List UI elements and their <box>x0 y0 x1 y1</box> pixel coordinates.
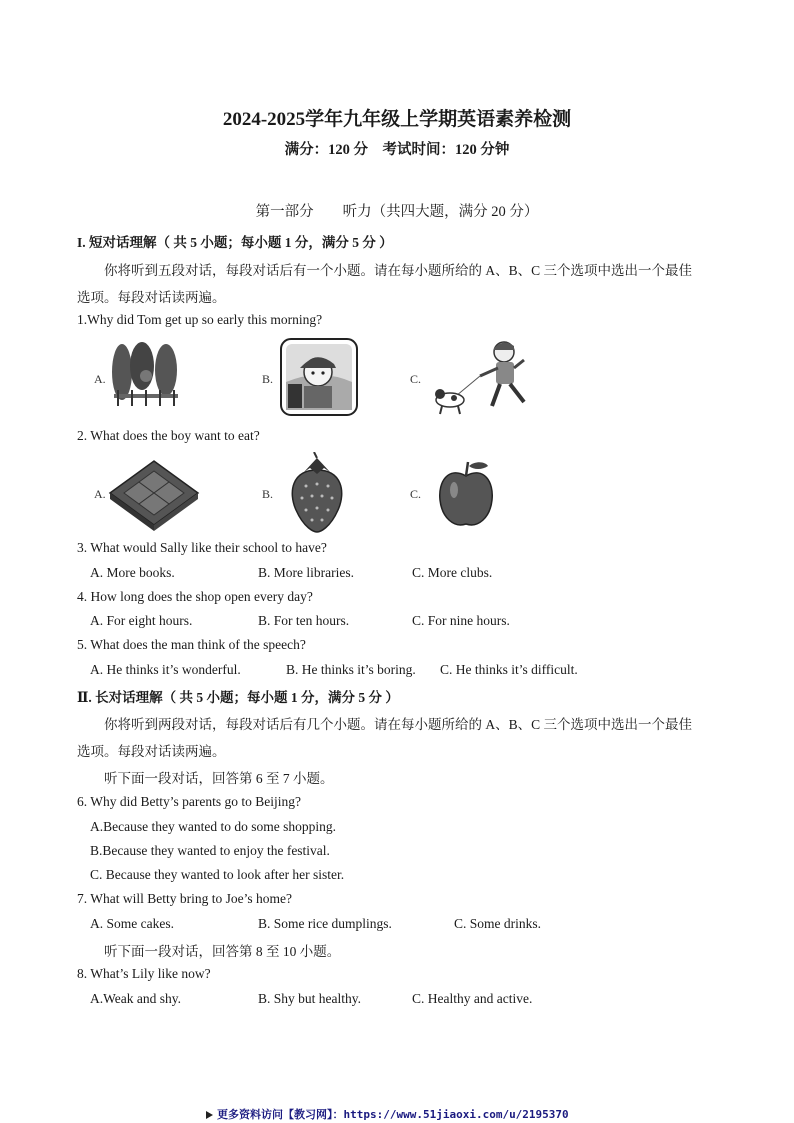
q2-label-c: C. <box>410 487 422 501</box>
boy-walking-dog-image <box>428 336 546 420</box>
apple-image <box>436 458 496 530</box>
page-title: 2024-2025学年九年级上学期英语素养检测 <box>222 109 572 130</box>
question-3: 3. What would Sally like their school to have? <box>77 540 327 555</box>
page-subtitle: 满分：120 分 考试时间：120 分钟 <box>284 142 510 158</box>
question-7: 7. What will Betty bring to Joe’s home? <box>77 891 292 906</box>
q7-option-b: B. Some rice dumplings. <box>258 916 392 931</box>
section1-instruction-line1: 你将听到五段对话，每段对话后有一个小题。请在每小题所给的 A、B、C 三个选项中选出一个最佳 <box>104 263 693 278</box>
section2-instruction-line2: 选项。每段对话读两遍。 <box>77 744 226 759</box>
q3-option-b: B. More libraries. <box>258 565 354 580</box>
q8-option-c: C. Healthy and active. <box>412 991 533 1006</box>
q1-label-a: A. <box>94 372 106 386</box>
q4-option-c: C. For nine hours. <box>412 613 510 628</box>
trees-park-image <box>106 340 186 412</box>
q5-option-a: A. He thinks it’s wonderful. <box>90 662 241 677</box>
section2-heading: Ⅱ. 长对话理解（ 共 5 小题；每小题 1 分，满分 5 分 ） <box>77 690 399 705</box>
q6-option-c: C. Because they wanted to look after her sister. <box>90 867 345 882</box>
q2-label-b: B. <box>262 487 274 501</box>
footer-link[interactable] <box>206 1106 569 1122</box>
question-8: 8. What’s Lily like now? <box>77 966 211 981</box>
question-2: 2. What does the boy want to eat? <box>77 428 260 443</box>
q8-option-b: B. Shy but healthy. <box>258 991 361 1006</box>
section2-instruction-line1: 你将听到两段对话，每段对话后有几个小题。请在每小题所给的 A、B、C 三个选项中选出一个最佳 <box>104 717 693 732</box>
question-6: 6. Why did Betty’s parents go to Beijing? <box>77 794 301 809</box>
section1-heading: I. 短对话理解（ 共 5 小题；每小题 1 分，满分 5 分 ） <box>77 235 393 250</box>
q6-option-a: A.Because they wanted to do some shopping. <box>90 819 336 834</box>
q1-label-c: C. <box>410 372 422 386</box>
q7-option-a: A. Some cakes. <box>90 916 174 931</box>
q5-option-c: C. He thinks it’s difficult. <box>440 662 578 677</box>
boy-at-window-image <box>280 338 358 416</box>
q8-option-a: A.Weak and shy. <box>90 991 182 1006</box>
question-4: 4. How long does the shop open every day? <box>77 589 313 604</box>
q1-label-b: B. <box>262 372 274 386</box>
q6-option-b: B.Because they wanted to enjoy the festival. <box>90 843 330 858</box>
question-1: 1.Why did Tom get up so early this morning? <box>77 312 323 327</box>
part-heading: 第一部分 听力（共四大题，满分 20 分） <box>255 204 539 220</box>
q3-option-a: A. More books. <box>90 565 175 580</box>
question-5: 5. What does the man think of the speech? <box>77 637 306 652</box>
q4-option-a: A. For eight hours. <box>90 613 193 628</box>
q2-label-a: A. <box>94 487 106 501</box>
flag-icon <box>206 1111 213 1119</box>
q3-option-c: C. More clubs. <box>412 565 493 580</box>
footer-text[interactable]: 更多资料访问【教习网】：https://www.51jiaoxi.com/u/2195370 <box>217 1108 569 1121</box>
q5-option-b: B. He thinks it’s boring. <box>286 662 416 677</box>
q7-option-c: C. Some drinks. <box>454 916 542 931</box>
listen-instruction-1: 听下面一段对话，回答第 6 至 7 小题。 <box>104 771 334 786</box>
chocolate-bar-image <box>106 455 202 531</box>
strawberry-image <box>284 452 350 534</box>
q4-option-b: B. For ten hours. <box>258 613 350 628</box>
section1-instruction-line2: 选项。每段对话读两遍。 <box>77 290 226 305</box>
listen-instruction-2: 听下面一段对话，回答第 8 至 10 小题。 <box>104 944 341 959</box>
